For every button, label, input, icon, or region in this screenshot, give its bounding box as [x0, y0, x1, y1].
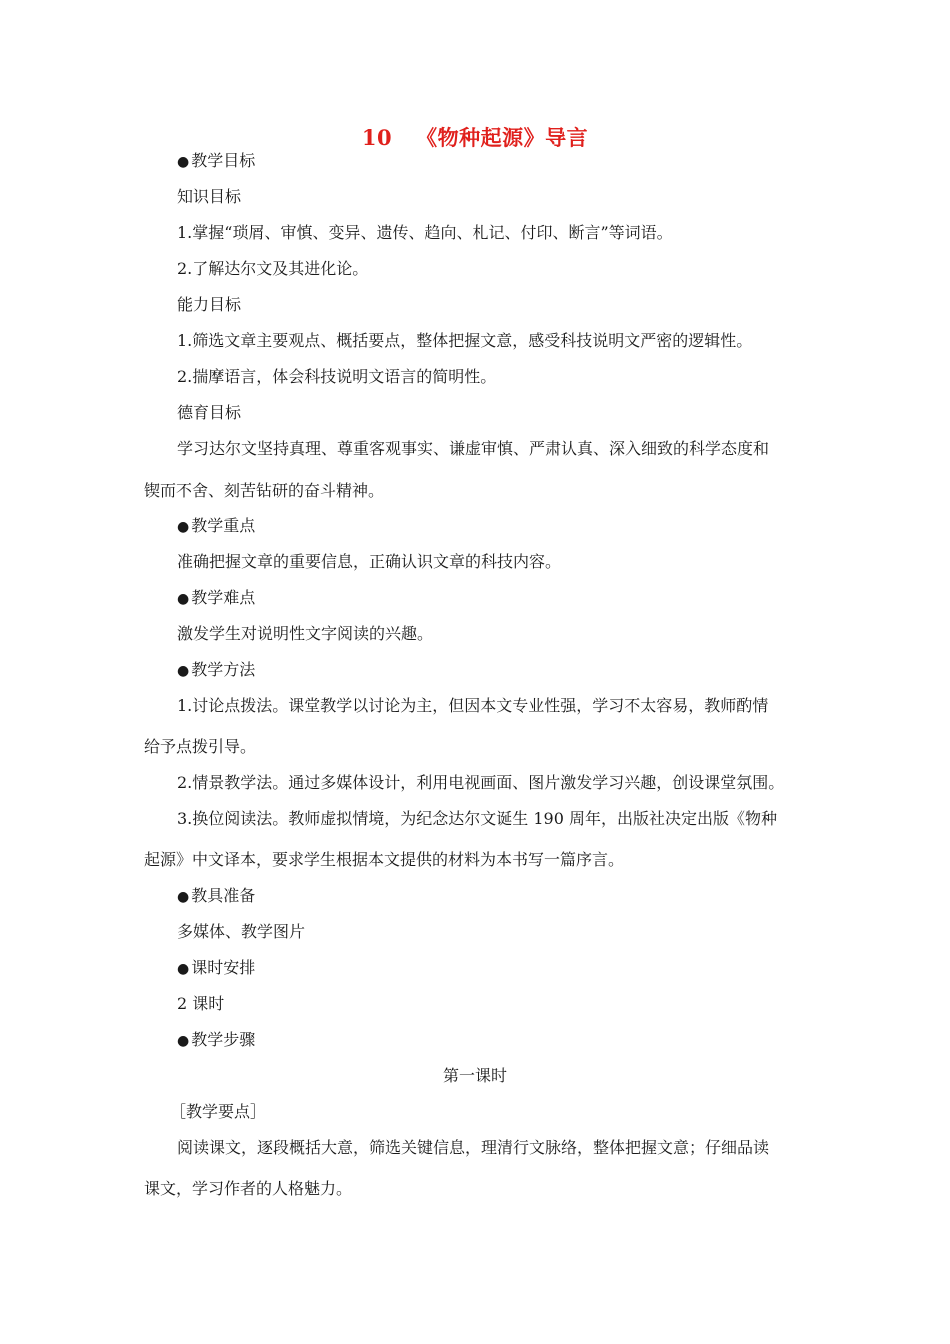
- heading-teaching-steps: [177, 1030, 255, 1051]
- ability-objective-1: 1.筛选文章主要观点、概括要点，整体把握文意，感受科技说明文严密的逻辑性。: [177, 331, 753, 350]
- lesson-1-heading: 第一课时: [442, 1066, 507, 1085]
- method-1-line-2: 给予点拨引导。: [144, 737, 257, 756]
- document-title: [0, 122, 950, 152]
- heading-key-points: [177, 516, 255, 537]
- heading-text: 教学方法: [191, 660, 256, 679]
- heading-teaching-methods: [177, 660, 255, 681]
- heading-teaching-tools: [177, 886, 255, 907]
- ability-objective-2: 2.揣摩语言，体会科技说明文语言的简明性。: [177, 367, 497, 386]
- lesson-1-points-label: ［教学要点］: [170, 1102, 267, 1121]
- class-schedule-text: 2 课时: [177, 994, 225, 1013]
- difficulties-text: 激发学生对说明性文字阅读的兴趣。: [177, 624, 434, 643]
- heading-text: 教学步骤: [191, 1030, 256, 1049]
- moral-objective-line-1: 学习达尔文坚持真理、尊重客观事实、谦虚审慎、严肃认真、深入细致的科学态度和: [177, 439, 770, 458]
- subheading-moral-objectives: 德育目标: [177, 403, 242, 422]
- knowledge-objective-2: 2.了解达尔文及其进化论。: [177, 259, 369, 278]
- heading-class-schedule: [177, 958, 255, 979]
- heading-text: 教学目标: [191, 151, 256, 170]
- heading-text: 教学难点: [191, 588, 256, 607]
- method-2: 2.情景教学法。通过多媒体设计，利用电视画面、图片激发学习兴趣，创设课堂氛围。: [177, 773, 785, 792]
- subheading-knowledge-objectives: 知识目标: [177, 187, 242, 206]
- heading-text: 教具准备: [191, 886, 256, 905]
- key-points-text: 准确把握文章的重要信息，正确认识文章的科技内容。: [177, 552, 562, 571]
- knowledge-objective-1: 1.掌握“琐屑、审慎、变异、遗传、趋向、札记、付印、断言”等词语。: [177, 223, 673, 242]
- moral-objective-line-2: 锲而不舍、刻苦钻研的奋斗精神。: [144, 481, 385, 500]
- method-3-line-1: 3.换位阅读法。教师虚拟情境，为纪念达尔文诞生 190 周年，出版社决定出版《物种: [177, 809, 777, 828]
- subheading-ability-objectives: 能力目标: [177, 295, 242, 314]
- heading-teaching-objectives: [177, 151, 255, 172]
- heading-difficulties: [177, 588, 255, 609]
- heading-text: 教学重点: [191, 516, 256, 535]
- heading-text: 课时安排: [191, 958, 256, 977]
- lesson-1-points-line-2: 课文，学习作者的人格魅力。: [144, 1179, 353, 1198]
- method-3-line-2: 起源》中文译本，要求学生根据本文提供的材料为本书写一篇序言。: [144, 850, 625, 869]
- title-number: 10: [361, 125, 393, 150]
- lesson-1-points-line-1: 阅读课文，逐段概括大意，筛选关键信息，理清行文脉络，整体把握文意；仔细品读: [177, 1138, 770, 1157]
- teaching-tools-text: 多媒体、教学图片: [177, 922, 306, 941]
- method-1-line-1: 1.讨论点拨法。课堂教学以讨论为主，但因本文专业性强，学习不太容易，教师酌情: [177, 696, 769, 715]
- title-text: 《物种起源》导言: [416, 125, 589, 150]
